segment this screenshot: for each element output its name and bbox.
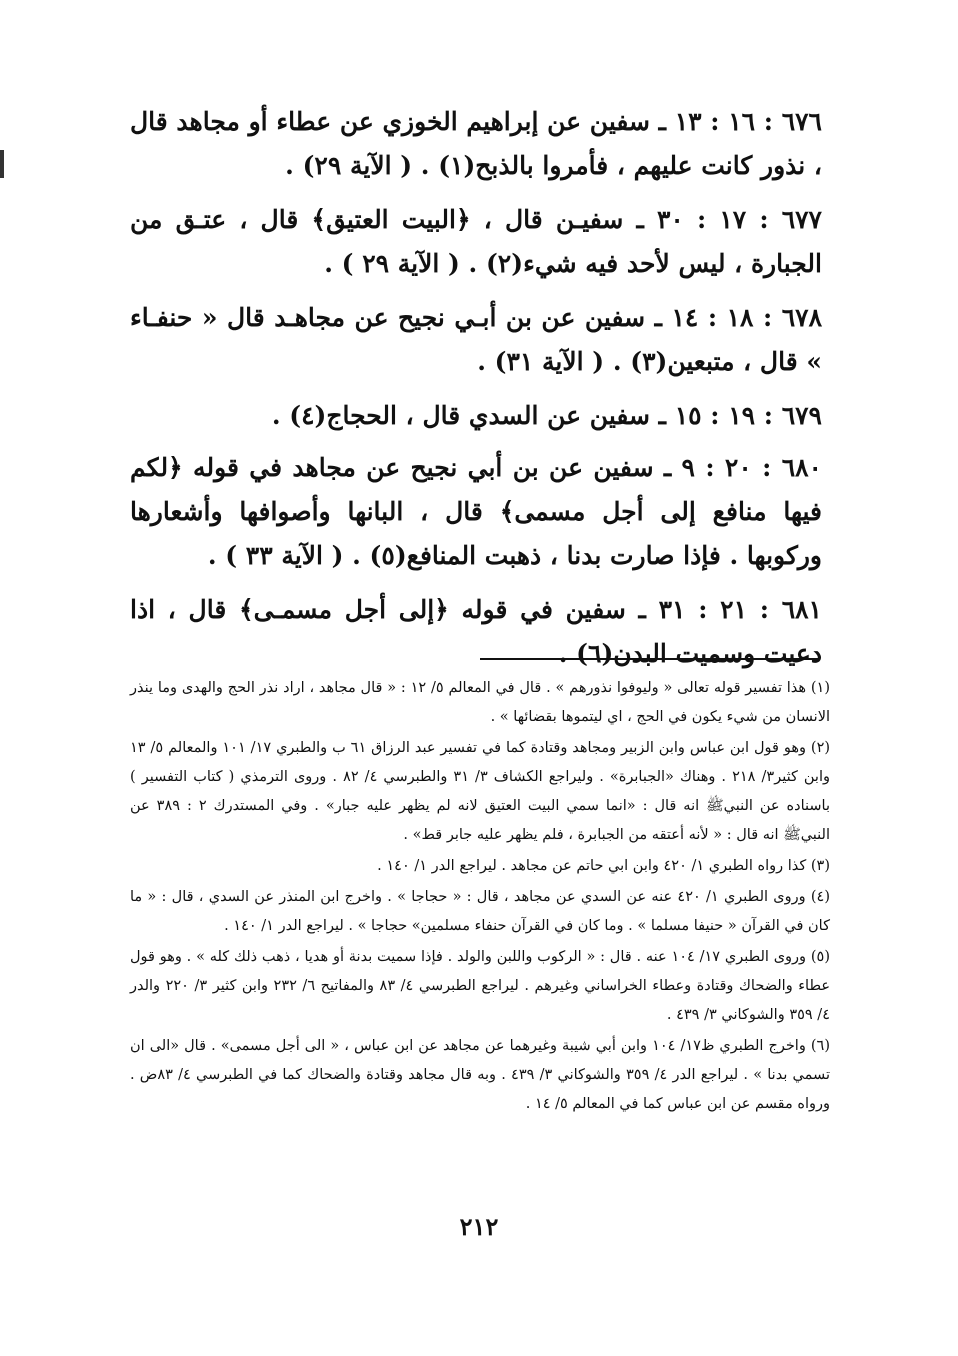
footnote-5: (٥) وروى الطبري ١٧/ ١٠٤ عنه . قال : « الركوب واللبن والولد . فإذا سميت بدنة أو هديا ، ذهب ذلك كله » . وهو قول عطاء والضحاك وقتادة وعطاء الخراساني وغيرهم . ليراجع الطبرسي ٤/ ٨٣ والمفاتيح ٦/ ٢٣٢ وابن كثير ٣/ ٢٢٠ والدر ٤/ ٣٥٩ والشوكاني ٣/ ٤٣٩ . — [130, 949, 831, 1023]
page-number: ٢١٢ — [459, 1212, 499, 1241]
entry-676: ٦٧٦ : ١٦ : ١٣ ـ سفين عن إبراهيم الخوزي عن عطاء أو مجاهد قال ، نذور كانت عليهم ، فأمروا بالذبح(١) . ( الآية ٢٩) . — [130, 107, 822, 180]
entry-680: ٦٨٠ : ٢٠ : ٩ ـ سفين عن بن أبي نجيح عن مجاهد في قوله ﴿لكم فيها منافع إلى أجل مسمى﴾ قال ، البانها وأصوافها وأشعارها وركوبها . فإذا صارت بدنا ، ذهبت المنافع(٥) . ( الآية ٣٣ ) . — [130, 453, 822, 570]
entry-681: ٦٨١ : ٢١ : ٣١ ـ سفين في قوله ﴿إلى أجل مسمـى﴾ قال ، اذا دعيت وسميت البدن(٦) . — [130, 595, 822, 668]
footnote-4: (٤) وروى الطبري ١/ ٤٢٠ عنه عن السدي عن مجاهد ، قال : « حجاجا » . واخرج ابن المنذر عن السدي ، قال : « ما كان في القرآن « حنيفا مسلما » . وما كان في القرآن حنفاء مسلمين» حجاجا » . ليراجع الدر ١/ ١٤٠ . — [130, 889, 830, 934]
footnote-divider — [480, 658, 820, 660]
footnote-6: (٦) واخرج الطبري ظ١٧/ ١٠٤ وابن أبي شيبة وغيرهما عن مجاهد عن ابن عباس ، « الى أجل مسمى» . قال «الى ان تسمي بدنا » . ليراجع الدر ٤/ ٣٥٩ والشوكاني ٣/ ٤٣٩ . وبه قال مجاهد وقتادة والضحاك كما في الطبرسي ٤/ ٨٣ض . ورواه مقسم عن ابن عباس كما في المعالم ٥/ ١٤ . — [130, 1038, 830, 1112]
footnotes — [130, 674, 830, 1121]
entry-678: ٦٧٨ : ١٨ : ١٤ ـ سفين عن بن أبـي نجيح عن مجاهـد قال « حنفـاء » قال ، متبعين(٣) . ( الآية ٣١) . — [130, 303, 823, 376]
footnote-1: (١) هذا تفسير قوله تعالى « وليوفوا نذورهم » . قال في المعالم ٥/ ١٢ : « قال مجاهد ، اراد نذر الحج والهدى وما ينذر الانسان من شيء يكون في الحج ، اي ليتموها بقضائها » . — [130, 680, 830, 725]
footnote-2: (٢) وهو قول ابن عباس وابن الزبير ومجاهد وقتادة كما في تفسير عبد الرزاق ٦١ ب والطبري ١٧/ ١٠١ والمعالم ٥/ ١٣ وابن كثير٣/ ٢١٨ . وهناك «الجبابرة» . وليراجع الكشاف ٣/ ٣١ والطبرسي ٤/ ٨٢ . وروى الترمذي ( كتاب التفسير ) باسناده عن النبيﷺ انه قال : «انما سمي البيت العتيق لانه لم يظهر عليه جبار» . وفي المستدرك ٢ : ٣٨٩ عن النبيﷺ انه قال : « لأنه أعتقه من الجبابرة ، فلم يظهر عليه جابر قط» . — [130, 740, 831, 843]
entry-677: ٦٧٧ : ١٧ : ٣٠ ـ سفيـن قال ، ﴿البيت العتيق﴾ قال ، عتـق من الجبارة ، ليس لأحد فيه شيء(٢) . ( الآية ٢٩ ) . — [130, 205, 822, 278]
main-text — [130, 100, 822, 686]
footnote-3: (٣) كذا رواه الطبري ١/ ٤٢٠ وابن ابي حاتم عن مجاهد . ليراجع الدر ١/ ١٤٠ . — [377, 858, 830, 874]
entry-679: ٦٧٩ : ١٩ : ١٥ ـ سفين عن السدي قال ، الحجاج(٤) . — [271, 401, 822, 430]
scan-edge-mark — [0, 150, 4, 178]
